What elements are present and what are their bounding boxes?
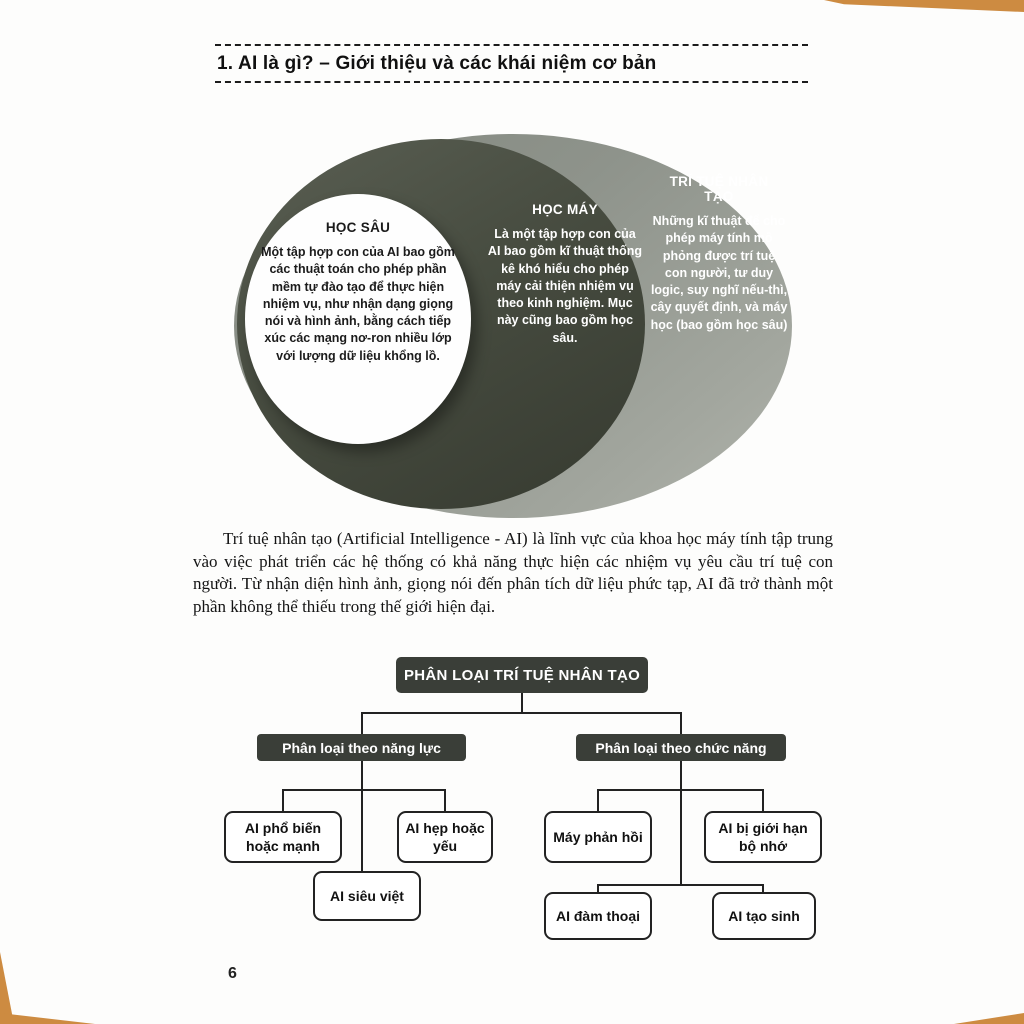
photo-edge-bottom-right [954,1013,1024,1024]
connector-line [762,884,764,892]
venn-deep-learning-body: Một tập hợp con của AI bao gồm các thuật toán cho phép phần mềm tự đào tạo để thực hiện nhiệm vụ, như nhận dạng giọng nói và hình ảnh, bằng cách tiếp xúc các mạng nơ-ron nhiều lớp với lượng dữ liệu khổng lồ. [261,245,455,363]
venn-deep-learning-text [260,220,456,365]
venn-machine-learning-text [487,202,643,347]
connector-line [361,712,363,734]
connector-line [597,789,764,791]
connector-line [680,712,682,734]
connector-line [597,884,599,892]
intro-paragraph: Trí tuệ nhân tạo (Artificial Intelligence - AI) là lĩnh vực của khoa học máy tính tập trung vào việc phát triển các hệ thống có khả năng thực hiện các nhiệm vụ yêu cầu trí tuệ con người. Từ nhận diện hình ảnh, giọng nói đến phân tích dữ liệu phức tạp, AI đã trở thành một phần không thể thiếu trong thế giới hiện đại. [193,529,833,616]
section-header [215,44,808,83]
venn-artificial-intelligence-body: Những kĩ thuật để cho phép máy tính mô phỏng được trí tuệ con người, tư duy logic, suy nghĩ nếu-thì, cây quyết định, và máy học (bao gồm học sâu) [650,214,788,332]
flowchart-root-node: PHÂN LOẠI TRÍ TUỆ NHÂN TẠO [396,657,648,693]
connector-line [597,884,764,886]
flowchart-branch-function: Phân loại theo chức năng [576,734,786,761]
flowchart-leaf-super-ai: AI siêu việt [313,871,421,921]
connector-line [521,693,523,713]
venn-machine-learning-body: Là một tập hợp con của AI bao gồm kĩ thuật thống kê khó hiểu cho phép máy cải thiện nhiệm vụ theo kinh nghiệm. Mục này cũng bao gồm học sâu. [487,227,643,345]
flowchart-leaf-general-strong-ai: AI phổ biến hoặc mạnh [224,811,342,863]
connector-line [282,789,284,811]
photo-edge-top-right [824,0,1024,12]
flowchart-leaf-narrow-weak-ai: AI hẹp hoặc yếu [397,811,493,863]
page-number: 6 [228,965,237,982]
connector-line [444,789,446,811]
connector-line [597,789,599,811]
venn-machine-learning-title: HỌC MÁY [532,202,598,217]
flowchart-leaf-reactive-machine: Máy phản hồi [544,811,652,863]
connector-line [282,789,445,791]
connector-line [361,761,363,871]
photo-edge-bottom-strip [0,1013,95,1024]
venn-deep-learning-title: HỌC SÂU [325,220,391,235]
photo-edge-bottom-left [0,952,14,1024]
flowchart-leaf-generative-ai: AI tạo sinh [712,892,816,940]
connector-line [762,789,764,811]
section-title: 1. AI là gì? – Giới thiệu và các khái niệm cơ bản [217,53,657,74]
header-rule-bottom [215,81,808,83]
flowchart-leaf-limited-memory-ai: AI bị giới hạn bộ nhớ [704,811,822,863]
venn-artificial-intelligence-text [650,174,788,334]
venn-artificial-intelligence-title: TRÍ TUỆ NHÂN TẠO [669,174,769,204]
connector-line [680,761,682,886]
ai-venn-diagram [230,126,805,526]
connector-line [361,712,682,714]
flowchart-leaf-conversational-ai: AI đàm thoại [544,892,652,940]
flowchart-branch-capability: Phân loại theo năng lực [257,734,466,761]
